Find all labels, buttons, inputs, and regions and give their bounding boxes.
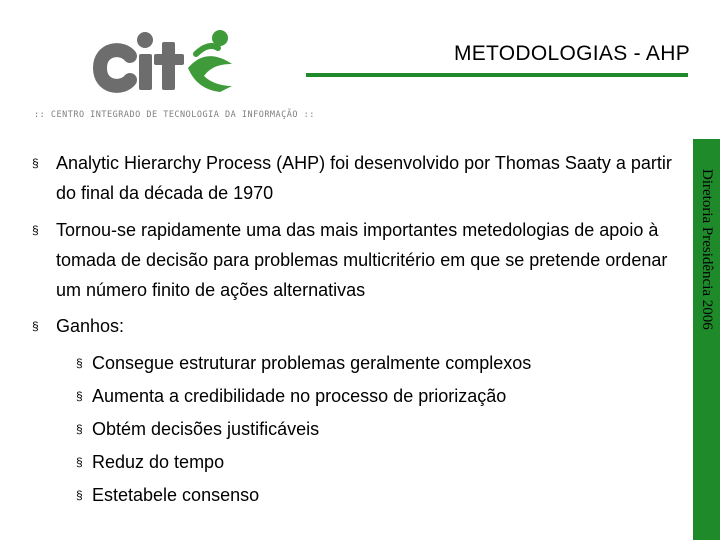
bullet-item xyxy=(30,148,690,208)
bullet-text: Ganhos: xyxy=(56,316,125,336)
sidebar-label-text: Diretoria Presidência 2006 xyxy=(699,169,715,330)
sub-bullet-text: Consegue estruturar problemas geralmente complexos xyxy=(92,353,532,373)
sub-bullet-text: Obtém decisões justificáveis xyxy=(92,419,320,439)
bullet-marker: § xyxy=(76,422,83,436)
sub-bullet-item xyxy=(76,446,690,479)
sidebar-vertical-label xyxy=(693,139,720,540)
sub-bullet-item xyxy=(76,347,690,380)
sub-bullet-item xyxy=(76,380,690,413)
sub-bullet-item xyxy=(76,479,690,512)
slide-content xyxy=(30,148,690,512)
header-tagline: :: CENTRO INTEGRADO DE TECNOLOGIA DA INFORMAÇÃO :: xyxy=(34,110,315,120)
sub-bullet-text: Reduz do tempo xyxy=(92,452,225,472)
sub-bullet-text: Estetabele consenso xyxy=(92,485,260,505)
title-underline xyxy=(306,73,688,77)
bullet-text: Tornou-se rapidamente uma das mais importantes metedologias de apoio à tomada de decisão para problemas multicritério em que se pretende ordenar um número finito de ações alternativas xyxy=(56,220,668,300)
bullet-item xyxy=(30,215,690,305)
bullet-marker: § xyxy=(76,488,83,502)
bullet-marker: § xyxy=(76,389,83,403)
slide-title: METODOLOGIAS - AHP xyxy=(453,42,690,65)
bullet-marker: § xyxy=(76,455,83,469)
bullet-item xyxy=(30,311,690,341)
bullet-marker: § xyxy=(76,356,83,370)
bullet-marker: § xyxy=(32,319,39,333)
bullet-marker: § xyxy=(32,223,39,237)
bullet-text: Analytic Hierarchy Process (AHP) foi desenvolvido por Thomas Saaty a partir do final da década de 1970 xyxy=(56,153,672,203)
sub-bullet-text: Aumenta a credibilidade no processo de priorização xyxy=(92,386,507,406)
sub-bullet-item xyxy=(76,413,690,446)
bullet-marker: § xyxy=(32,156,39,170)
citi-logo xyxy=(92,24,237,102)
